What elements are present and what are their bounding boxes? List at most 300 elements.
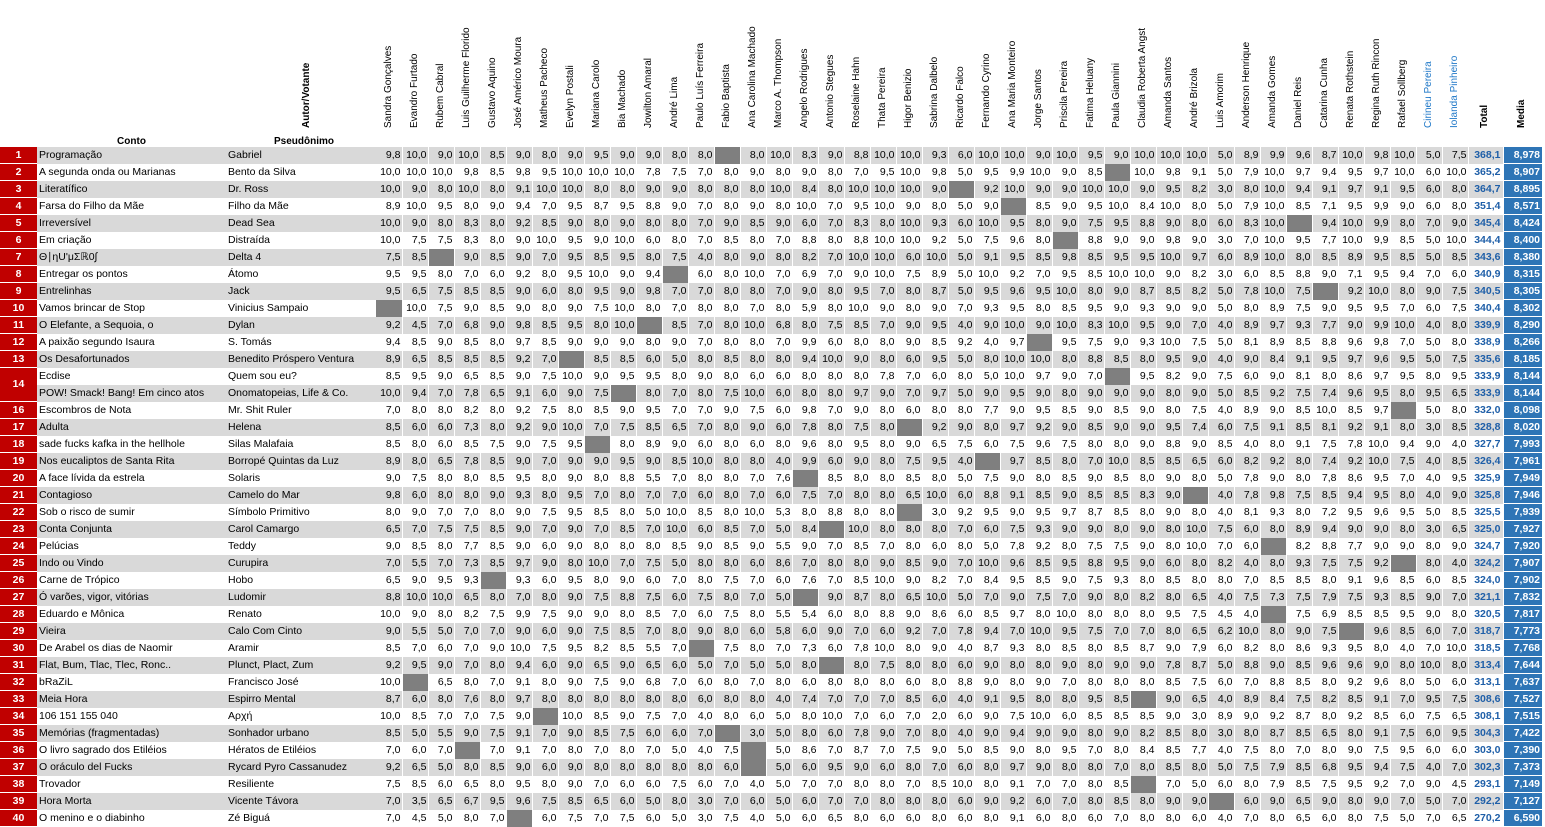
- score-cell[interactable]: 7,5: [1182, 402, 1208, 419]
- media-cell[interactable]: 7,939: [1503, 504, 1542, 521]
- score-cell[interactable]: 7,0: [688, 334, 714, 351]
- score-cell[interactable]: 8,0: [870, 504, 896, 521]
- score-cell[interactable]: 7,0: [714, 657, 740, 674]
- score-cell[interactable]: 6,0: [714, 759, 740, 776]
- score-cell[interactable]: 8,5: [480, 351, 506, 368]
- score-cell[interactable]: 7,5: [662, 776, 688, 793]
- score-cell[interactable]: 9,4: [974, 623, 1000, 640]
- score-cell[interactable]: 7,5: [896, 266, 922, 283]
- score-cell[interactable]: 8,5: [1104, 402, 1130, 419]
- score-cell[interactable]: 10,0: [1390, 147, 1416, 164]
- score-cell[interactable]: 5,0: [766, 810, 792, 827]
- score-cell[interactable]: 8,0: [376, 504, 402, 521]
- score-cell[interactable]: 9,0: [506, 300, 532, 317]
- score-cell[interactable]: 6,8: [454, 317, 480, 334]
- score-cell[interactable]: 9,5: [1052, 555, 1078, 572]
- score-cell[interactable]: 7,0: [1442, 589, 1468, 606]
- score-cell[interactable]: 10,0: [1130, 266, 1156, 283]
- score-cell[interactable]: 6,0: [636, 232, 662, 249]
- score-cell[interactable]: 7,0: [454, 623, 480, 640]
- score-cell[interactable]: 7,0: [1442, 793, 1468, 810]
- score-cell[interactable]: 6,5: [922, 436, 948, 453]
- score-cell[interactable]: 7,5: [610, 725, 636, 742]
- score-cell[interactable]: 6,0: [1416, 572, 1442, 589]
- score-cell[interactable]: 9,3: [1286, 555, 1312, 572]
- score-cell[interactable]: 9,7: [844, 385, 870, 402]
- score-cell[interactable]: 7,5: [532, 368, 558, 385]
- score-cell[interactable]: 9,7: [1052, 504, 1078, 521]
- score-cell[interactable]: 6,0: [1026, 810, 1052, 827]
- score-cell[interactable]: 9,9: [792, 334, 818, 351]
- score-cell[interactable]: 6,0: [402, 487, 428, 504]
- score-cell[interactable]: 8,4: [792, 521, 818, 538]
- score-cell[interactable]: 8,0: [740, 147, 766, 164]
- score-cell[interactable]: 8,9: [1234, 317, 1260, 334]
- score-cell[interactable]: 7,0: [740, 521, 766, 538]
- total-cell[interactable]: 292,2: [1468, 793, 1503, 810]
- score-cell[interactable]: 6,0: [792, 810, 818, 827]
- score-cell[interactable]: 8,0: [766, 300, 792, 317]
- score-cell[interactable]: 8,0: [532, 674, 558, 691]
- score-cell[interactable]: 9,0: [1286, 623, 1312, 640]
- score-cell[interactable]: 8,0: [714, 368, 740, 385]
- score-cell[interactable]: 9,6: [1364, 504, 1390, 521]
- score-cell[interactable]: 8,0: [844, 470, 870, 487]
- score-cell[interactable]: 6,0: [1208, 249, 1234, 266]
- score-cell[interactable]: 10,0: [1182, 147, 1208, 164]
- score-cell[interactable]: 6,5: [480, 385, 506, 402]
- score-cell[interactable]: 8,0: [870, 674, 896, 691]
- score-cell[interactable]: 9,0: [662, 334, 688, 351]
- score-cell[interactable]: 5,0: [662, 742, 688, 759]
- score-cell[interactable]: 10,0: [1442, 232, 1468, 249]
- score-cell[interactable]: 9,9: [1000, 164, 1026, 181]
- score-cell[interactable]: 8,0: [1130, 810, 1156, 827]
- score-cell[interactable]: 8,0: [480, 776, 506, 793]
- score-cell[interactable]: 7,0: [818, 249, 844, 266]
- total-cell[interactable]: 313,1: [1468, 674, 1503, 691]
- score-cell[interactable]: 8,5: [1338, 606, 1364, 623]
- score-cell[interactable]: 8,2: [1130, 725, 1156, 742]
- score-cell[interactable]: 8,4: [1260, 351, 1286, 368]
- score-cell[interactable]: 7,5: [1390, 725, 1416, 742]
- score-cell[interactable]: 8,0: [844, 810, 870, 827]
- score-cell[interactable]: 8,7: [1130, 283, 1156, 300]
- score-cell[interactable]: 8,7: [1286, 708, 1312, 725]
- score-cell[interactable]: 10,0: [922, 589, 948, 606]
- score-cell[interactable]: 4,0: [740, 810, 766, 827]
- score-cell[interactable]: 8,5: [1078, 708, 1104, 725]
- score-cell[interactable]: 9,1: [1364, 725, 1390, 742]
- self-vote-blank-cell[interactable]: [688, 640, 714, 657]
- score-cell[interactable]: 8,5: [974, 742, 1000, 759]
- media-cell[interactable]: 8,380: [1503, 249, 1542, 266]
- score-cell[interactable]: 6,0: [688, 776, 714, 793]
- score-cell[interactable]: 7,0: [1052, 776, 1078, 793]
- score-cell[interactable]: 9,0: [610, 147, 636, 164]
- score-cell[interactable]: 8,9: [1234, 147, 1260, 164]
- score-cell[interactable]: 9,5: [1338, 759, 1364, 776]
- score-cell[interactable]: 9,3: [1026, 521, 1052, 538]
- score-cell[interactable]: 9,0: [480, 198, 506, 215]
- score-cell[interactable]: 6,0: [610, 793, 636, 810]
- score-cell[interactable]: 9,0: [610, 334, 636, 351]
- score-cell[interactable]: 8,0: [1416, 555, 1442, 572]
- score-cell[interactable]: 8,0: [428, 402, 454, 419]
- score-cell[interactable]: 9,0: [584, 453, 610, 470]
- score-cell[interactable]: 7,5: [558, 810, 584, 827]
- score-cell[interactable]: 9,0: [1416, 776, 1442, 793]
- score-cell[interactable]: 8,5: [584, 504, 610, 521]
- score-cell[interactable]: 7,0: [766, 283, 792, 300]
- score-cell[interactable]: 10,0: [896, 164, 922, 181]
- score-cell[interactable]: 8,0: [584, 181, 610, 198]
- score-cell[interactable]: 8,0: [584, 572, 610, 589]
- score-cell[interactable]: 9,0: [480, 487, 506, 504]
- score-cell[interactable]: 8,0: [454, 674, 480, 691]
- conto-cell[interactable]: Θ∣ηU'μΣℝ0∫: [37, 249, 226, 266]
- score-cell[interactable]: 10,0: [1104, 266, 1130, 283]
- score-cell[interactable]: 9,8: [1260, 487, 1286, 504]
- score-cell[interactable]: 5,0: [740, 657, 766, 674]
- score-cell[interactable]: 9,0: [506, 436, 532, 453]
- score-cell[interactable]: 7,0: [948, 572, 974, 589]
- score-cell[interactable]: 9,0: [376, 623, 402, 640]
- score-cell[interactable]: 9,0: [1156, 691, 1182, 708]
- score-cell[interactable]: 9,2: [506, 351, 532, 368]
- score-cell[interactable]: 10,0: [402, 589, 428, 606]
- score-cell[interactable]: 9,0: [558, 725, 584, 742]
- score-cell[interactable]: 5,0: [1208, 283, 1234, 300]
- self-vote-blank-cell[interactable]: [792, 589, 818, 606]
- score-cell[interactable]: 7,0: [818, 691, 844, 708]
- score-cell[interactable]: 7,5: [636, 589, 662, 606]
- conto-cell[interactable]: Ó varões, vigor, vitórias: [37, 589, 226, 606]
- self-vote-blank-cell[interactable]: [480, 572, 506, 589]
- score-cell[interactable]: 9,7: [1182, 249, 1208, 266]
- score-cell[interactable]: 9,2: [1026, 419, 1052, 436]
- score-cell[interactable]: 8,5: [896, 555, 922, 572]
- score-cell[interactable]: 6,0: [636, 776, 662, 793]
- score-cell[interactable]: 8,5: [1026, 555, 1052, 572]
- score-cell[interactable]: 7,5: [480, 606, 506, 623]
- score-cell[interactable]: 10,0: [1260, 283, 1286, 300]
- score-cell[interactable]: 9,7: [506, 334, 532, 351]
- score-cell[interactable]: 7,0: [766, 266, 792, 283]
- score-cell[interactable]: 8,0: [1026, 640, 1052, 657]
- score-cell[interactable]: 6,0: [740, 623, 766, 640]
- score-cell[interactable]: 10,0: [844, 300, 870, 317]
- score-cell[interactable]: 8,5: [1104, 776, 1130, 793]
- media-cell[interactable]: 7,773: [1503, 623, 1542, 640]
- score-cell[interactable]: 6,0: [1390, 708, 1416, 725]
- score-cell[interactable]: 10,0: [376, 708, 402, 725]
- score-cell[interactable]: 8,0: [1130, 606, 1156, 623]
- score-cell[interactable]: 8,6: [1286, 640, 1312, 657]
- score-cell[interactable]: 8,0: [740, 283, 766, 300]
- score-cell[interactable]: 9,0: [610, 402, 636, 419]
- score-cell[interactable]: 10,0: [896, 147, 922, 164]
- score-cell[interactable]: 8,5: [1286, 725, 1312, 742]
- score-cell[interactable]: 8,5: [1156, 725, 1182, 742]
- score-cell[interactable]: 8,5: [402, 708, 428, 725]
- score-cell[interactable]: 8,0: [1156, 521, 1182, 538]
- score-cell[interactable]: 8,5: [454, 351, 480, 368]
- score-cell[interactable]: 4,5: [402, 810, 428, 827]
- score-cell[interactable]: 9,0: [922, 181, 948, 198]
- score-cell[interactable]: 9,0: [1026, 317, 1052, 334]
- score-cell[interactable]: 9,6: [1364, 572, 1390, 589]
- score-cell[interactable]: 6,8: [636, 674, 662, 691]
- score-cell[interactable]: 7,5: [1182, 674, 1208, 691]
- media-cell[interactable]: 7,920: [1503, 538, 1542, 555]
- score-cell[interactable]: 8,0: [1442, 317, 1468, 334]
- score-cell[interactable]: 8,2: [922, 572, 948, 589]
- score-cell[interactable]: 9,0: [506, 283, 532, 300]
- score-cell[interactable]: 8,2: [1182, 181, 1208, 198]
- score-cell[interactable]: 9,4: [1338, 487, 1364, 504]
- score-cell[interactable]: 7,5: [1234, 419, 1260, 436]
- score-cell[interactable]: 7,5: [974, 232, 1000, 249]
- score-cell[interactable]: 4,0: [1208, 487, 1234, 504]
- score-cell[interactable]: 9,0: [1104, 283, 1130, 300]
- score-cell[interactable]: 9,2: [376, 657, 402, 674]
- score-cell[interactable]: 9,0: [558, 674, 584, 691]
- score-cell[interactable]: 7,0: [636, 623, 662, 640]
- score-cell[interactable]: 7,0: [428, 555, 454, 572]
- score-cell[interactable]: 8,0: [1052, 691, 1078, 708]
- score-cell[interactable]: 7,0: [896, 368, 922, 385]
- score-cell[interactable]: 9,0: [454, 249, 480, 266]
- score-cell[interactable]: 5,0: [428, 623, 454, 640]
- score-cell[interactable]: 7,4: [1312, 385, 1338, 402]
- score-cell[interactable]: 9,0: [1182, 351, 1208, 368]
- score-cell[interactable]: 10,0: [402, 198, 428, 215]
- score-cell[interactable]: 9,5: [558, 198, 584, 215]
- score-cell[interactable]: 9,0: [506, 232, 532, 249]
- score-cell[interactable]: 6,0: [532, 810, 558, 827]
- score-cell[interactable]: 9,3: [974, 300, 1000, 317]
- score-cell[interactable]: 10,0: [428, 589, 454, 606]
- score-cell[interactable]: 7,5: [1286, 385, 1312, 402]
- score-cell[interactable]: 8,5: [844, 317, 870, 334]
- score-cell[interactable]: 6,5: [376, 521, 402, 538]
- score-cell[interactable]: 9,0: [1052, 215, 1078, 232]
- score-cell[interactable]: 8,0: [922, 725, 948, 742]
- score-cell[interactable]: 3,0: [740, 725, 766, 742]
- score-cell[interactable]: 8,5: [1286, 657, 1312, 674]
- score-cell[interactable]: 8,5: [1026, 453, 1052, 470]
- score-cell[interactable]: 6,0: [948, 147, 974, 164]
- score-cell[interactable]: 8,0: [714, 181, 740, 198]
- score-cell[interactable]: 9,5: [558, 572, 584, 589]
- conto-cell[interactable]: Em criação: [37, 232, 226, 249]
- score-cell[interactable]: 8,0: [974, 776, 1000, 793]
- score-cell[interactable]: 5,5: [636, 470, 662, 487]
- score-cell[interactable]: 10,0: [584, 266, 610, 283]
- score-cell[interactable]: 7,5: [1416, 708, 1442, 725]
- score-cell[interactable]: 7,5: [1338, 589, 1364, 606]
- pseudonimo-cell[interactable]: Dr. Ross: [226, 181, 376, 198]
- score-cell[interactable]: 8,5: [1104, 793, 1130, 810]
- score-cell[interactable]: 9,8: [506, 317, 532, 334]
- score-cell[interactable]: 9,0: [428, 334, 454, 351]
- score-cell[interactable]: 5,0: [1416, 402, 1442, 419]
- score-cell[interactable]: 9,0: [1156, 793, 1182, 810]
- score-cell[interactable]: 8,0: [1156, 402, 1182, 419]
- score-cell[interactable]: 8,0: [610, 759, 636, 776]
- score-cell[interactable]: 9,7: [1000, 334, 1026, 351]
- self-vote-blank-cell[interactable]: [1052, 232, 1078, 249]
- score-cell[interactable]: 9,5: [558, 487, 584, 504]
- score-cell[interactable]: 6,0: [948, 793, 974, 810]
- total-cell[interactable]: 326,4: [1468, 453, 1503, 470]
- score-cell[interactable]: 8,9: [376, 198, 402, 215]
- score-cell[interactable]: 6,5: [1182, 453, 1208, 470]
- score-cell[interactable]: 9,0: [896, 606, 922, 623]
- score-cell[interactable]: 7,5: [584, 674, 610, 691]
- score-cell[interactable]: 8,0: [714, 691, 740, 708]
- score-cell[interactable]: 6,0: [1416, 300, 1442, 317]
- score-cell[interactable]: 9,0: [1260, 368, 1286, 385]
- score-cell[interactable]: 8,0: [1442, 402, 1468, 419]
- score-cell[interactable]: 9,0: [896, 317, 922, 334]
- score-cell[interactable]: 7,8: [1338, 436, 1364, 453]
- score-cell[interactable]: 9,0: [1182, 793, 1208, 810]
- pseudonimo-cell[interactable]: Solaris: [226, 470, 376, 487]
- score-cell[interactable]: 8,5: [1286, 759, 1312, 776]
- score-cell[interactable]: 5,0: [1416, 249, 1442, 266]
- pseudonimo-cell[interactable]: Distraída: [226, 232, 376, 249]
- score-cell[interactable]: 4,0: [1234, 436, 1260, 453]
- score-cell[interactable]: 9,0: [896, 334, 922, 351]
- score-cell[interactable]: 9,2: [922, 232, 948, 249]
- pseudonimo-cell[interactable]: Teddy: [226, 538, 376, 555]
- score-cell[interactable]: 9,5: [1338, 164, 1364, 181]
- score-cell[interactable]: 7,5: [532, 793, 558, 810]
- score-cell[interactable]: 8,0: [870, 402, 896, 419]
- self-vote-blank-cell[interactable]: [506, 810, 532, 827]
- score-cell[interactable]: 8,5: [1052, 300, 1078, 317]
- score-cell[interactable]: 8,9: [1234, 249, 1260, 266]
- score-cell[interactable]: 7,0: [688, 725, 714, 742]
- score-cell[interactable]: 8,8: [1312, 334, 1338, 351]
- score-cell[interactable]: 8,5: [636, 419, 662, 436]
- total-cell[interactable]: 345,4: [1468, 215, 1503, 232]
- score-cell[interactable]: 7,9: [1260, 759, 1286, 776]
- score-cell[interactable]: 5,0: [1182, 776, 1208, 793]
- score-cell[interactable]: 6,0: [740, 708, 766, 725]
- score-cell[interactable]: 9,0: [1026, 147, 1052, 164]
- score-cell[interactable]: 8,0: [870, 453, 896, 470]
- score-cell[interactable]: 8,5: [402, 538, 428, 555]
- score-cell[interactable]: 8,0: [532, 147, 558, 164]
- conto-cell[interactable]: Programação: [37, 147, 226, 164]
- score-cell[interactable]: 7,5: [896, 453, 922, 470]
- score-cell[interactable]: 7,5: [1286, 606, 1312, 623]
- score-cell[interactable]: 9,6: [1364, 351, 1390, 368]
- score-cell[interactable]: 6,0: [636, 351, 662, 368]
- score-cell[interactable]: 6,5: [662, 419, 688, 436]
- total-cell[interactable]: 332,0: [1468, 402, 1503, 419]
- score-cell[interactable]: 8,0: [532, 300, 558, 317]
- score-cell[interactable]: 7,9: [1260, 776, 1286, 793]
- score-cell[interactable]: 8,0: [792, 708, 818, 725]
- score-cell[interactable]: 9,0: [1000, 470, 1026, 487]
- score-cell[interactable]: 7,5: [1078, 623, 1104, 640]
- score-cell[interactable]: 9,4: [1364, 759, 1390, 776]
- score-cell[interactable]: 5,0: [1208, 300, 1234, 317]
- self-vote-blank-cell[interactable]: [402, 674, 428, 691]
- score-cell[interactable]: 7,0: [688, 215, 714, 232]
- score-cell[interactable]: 9,7: [506, 555, 532, 572]
- score-cell[interactable]: 6,5: [402, 283, 428, 300]
- score-cell[interactable]: 8,9: [1234, 402, 1260, 419]
- score-cell[interactable]: 7,0: [1104, 810, 1130, 827]
- self-vote-blank-cell[interactable]: [610, 385, 636, 402]
- score-cell[interactable]: 8,5: [610, 640, 636, 657]
- score-cell[interactable]: 10,0: [948, 776, 974, 793]
- score-cell[interactable]: 5,0: [636, 793, 662, 810]
- score-cell[interactable]: 8,0: [870, 589, 896, 606]
- score-cell[interactable]: 6,9: [1312, 606, 1338, 623]
- score-cell[interactable]: 7,3: [454, 419, 480, 436]
- score-cell[interactable]: 8,0: [740, 606, 766, 623]
- score-cell[interactable]: 9,7: [1000, 606, 1026, 623]
- media-cell[interactable]: 8,144: [1503, 385, 1542, 402]
- score-cell[interactable]: 8,5: [1052, 402, 1078, 419]
- score-cell[interactable]: 7,0: [688, 232, 714, 249]
- self-vote-blank-cell[interactable]: [740, 742, 766, 759]
- score-cell[interactable]: 10,0: [896, 232, 922, 249]
- score-cell[interactable]: 7,0: [584, 810, 610, 827]
- score-cell[interactable]: 7,0: [818, 793, 844, 810]
- score-cell[interactable]: 7,0: [532, 742, 558, 759]
- score-cell[interactable]: 8,0: [792, 725, 818, 742]
- score-cell[interactable]: 6,0: [870, 708, 896, 725]
- score-cell[interactable]: 9,0: [402, 181, 428, 198]
- score-cell[interactable]: 7,3: [1260, 589, 1286, 606]
- score-cell[interactable]: 9,5: [1052, 334, 1078, 351]
- pseudonimo-cell[interactable]: Carol Camargo: [226, 521, 376, 538]
- score-cell[interactable]: 10,0: [740, 385, 766, 402]
- score-cell[interactable]: 8,0: [1052, 385, 1078, 402]
- score-cell[interactable]: 4,0: [1234, 606, 1260, 623]
- score-cell[interactable]: 9,1: [506, 725, 532, 742]
- score-cell[interactable]: 7,0: [870, 742, 896, 759]
- score-cell[interactable]: 9,9: [1364, 232, 1390, 249]
- score-cell[interactable]: 8,0: [818, 181, 844, 198]
- self-vote-blank-cell[interactable]: [532, 708, 558, 725]
- score-cell[interactable]: 9,5: [1286, 232, 1312, 249]
- score-cell[interactable]: 8,0: [688, 147, 714, 164]
- score-cell[interactable]: 6,5: [428, 674, 454, 691]
- score-cell[interactable]: 8,0: [896, 283, 922, 300]
- score-cell[interactable]: 8,5: [1286, 419, 1312, 436]
- score-cell[interactable]: 7,0: [454, 266, 480, 283]
- score-cell[interactable]: 8,0: [922, 521, 948, 538]
- score-cell[interactable]: 9,9: [1260, 147, 1286, 164]
- score-cell[interactable]: 8,1: [1286, 368, 1312, 385]
- score-cell[interactable]: 9,0: [870, 555, 896, 572]
- score-cell[interactable]: 7,5: [1182, 334, 1208, 351]
- score-cell[interactable]: 7,9: [1182, 640, 1208, 657]
- score-cell[interactable]: 8,0: [818, 164, 844, 181]
- score-cell[interactable]: 9,9: [506, 606, 532, 623]
- score-cell[interactable]: 8,0: [662, 368, 688, 385]
- score-cell[interactable]: 8,5: [558, 793, 584, 810]
- score-cell[interactable]: 6,5: [896, 487, 922, 504]
